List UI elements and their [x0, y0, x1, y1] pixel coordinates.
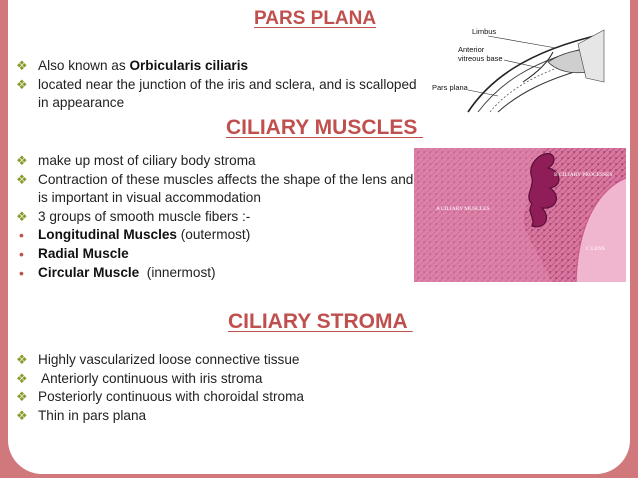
ciliary-micrograph [414, 148, 626, 282]
label-ciliary-processes: B CILIARY PROCESSES [554, 172, 613, 178]
diamond-bullet-icon: ❖ [16, 370, 28, 386]
list-item: ❖ Highly vascularized loose connective tissue [16, 351, 426, 370]
diamond-bullet-icon: ❖ [16, 407, 28, 423]
label-pars-plana: Pars plana [432, 83, 468, 92]
ciliary-muscles-list [16, 152, 426, 282]
pars-plana-diagram [428, 22, 606, 114]
label-limbus: Limbus [472, 27, 497, 36]
list-item: • Longitudinal Muscles (outermost) [19, 227, 251, 244]
slide [8, 0, 630, 474]
diamond-bullet-icon: ❖ [16, 389, 28, 405]
diamond-bullet-icon: ❖ [16, 76, 28, 92]
list-item: ❖ 3 groups of smooth muscle fibers :- [16, 208, 426, 227]
round-bullet-icon: • [19, 264, 24, 281]
list-item: ❖ Contraction of these muscles affects the shape of the lens and is important in visual accommodation [16, 171, 414, 206]
diamond-bullet-icon: ❖ [16, 58, 28, 73]
list-item: ❖ Posteriorly continuous with choroidal stroma [16, 388, 426, 407]
list-item: ❖ Anteriorly continuous with iris stroma [16, 370, 426, 389]
list-item: ❖ Also known as Orbicularis ciliaris [16, 57, 426, 76]
list-item: ❖ Thin in pars plana [16, 407, 426, 426]
label-lens: C LENS [586, 246, 605, 252]
diamond-bullet-icon: ❖ [16, 208, 28, 224]
list-item: • Circular Muscle (innermost) [19, 264, 216, 281]
list-item: ❖ make up most of ciliary body stroma [16, 152, 426, 171]
round-bullet-icon: • [19, 245, 24, 262]
diamond-bullet-icon: ❖ [16, 153, 28, 168]
label-vitreous-base: vitreous base [458, 54, 503, 63]
round-bullet-icon: • [19, 227, 24, 244]
diamond-bullet-icon: ❖ [16, 352, 28, 367]
diamond-bullet-icon: ❖ [16, 171, 28, 187]
ciliary-stroma-heading: CILIARY STROMA [228, 310, 413, 333]
pars-plana-heading: PARS PLANA [254, 8, 377, 29]
list-item: ❖ located near the junction of the iris and sclera, and is scalloped in appearance [16, 76, 417, 111]
label-anterior: Anterior [458, 45, 485, 54]
ciliary-muscles-heading: CILIARY MUSCLES [226, 116, 424, 139]
pars-plana-list [16, 57, 426, 113]
label-ciliary-muscles: A CILIARY MUSCLES [436, 206, 490, 212]
list-item: • Radial Muscle [19, 245, 129, 262]
ciliary-stroma-list [16, 351, 426, 425]
